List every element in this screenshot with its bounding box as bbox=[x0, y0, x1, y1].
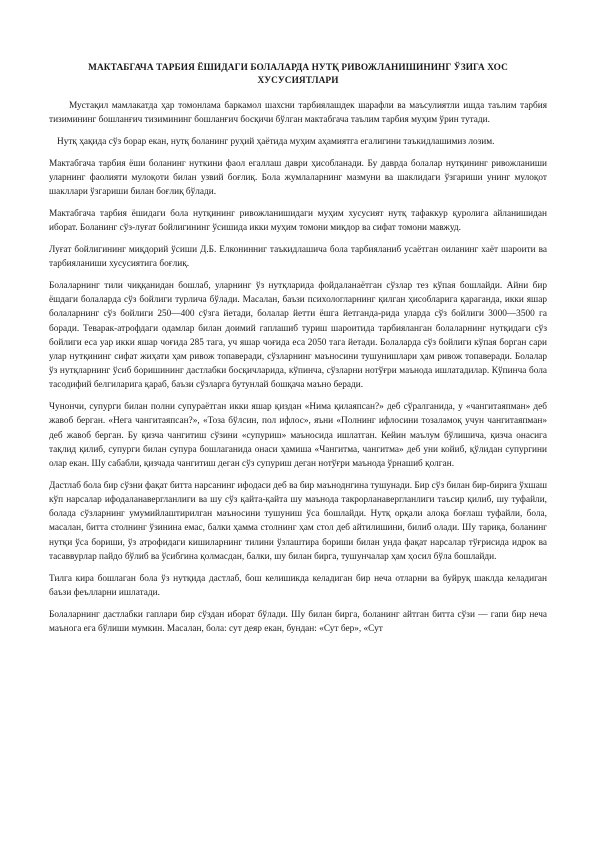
paragraph: Мустақил мамлакатда ҳар томонлама баркамол шахсни тарбиялашдек шарафли ва маъсулиятли ишда таълим тарбия тизимининг бошланғич тизимининг бошланғич босқичи бўлган мактабгача таълим тарбия муҳим ўрин тутади. bbox=[49, 101, 547, 126]
paragraph: Мактабгача тарбия ёши боланинг нуткини фаол егаллаш даври ҳисобланади. Бу даврда болалар нутқининг ривожланиши уларнинг фаолияти мулоқоти билан узвий боғлиқ. Бола жумлаларнинг мазмуни ва шаклидаги ўзгариши унинг мулоқот шакллари ўзгариши билан боғлиқ бўлади. bbox=[49, 158, 547, 198]
paragraph: Нутқ ҳақида сўз борар екан, нутқ боланинг руҳий ҳаётида муҳим аҳамиятга егалигини таъкидлашимиз лозим. bbox=[57, 137, 495, 147]
paragraph: Чунончи, супурги билан полни супураётган икки яшар қиздан «Нима қилаяпсан?» деб сўралганида, у «чангитаяпман» деб жавоб берган. «Нега чангитаяпсан?», «Тоза бўлсин, пол ифлос», яъни «Полнинг ифлосини тозаламоқ учун чангитаяпман» деб жавоб берган. Бу қизча чангитиш сўзини «супуриш» маъносида ишлатган. Кейин маълум бўлишича, қизча онасига тақлид қилиб, супурги билан супура бошлаганида онаси ҳамиша «Чангитма, чангитма» деб уни койиб, қўлидан супургини олар екан. Шу сабабли, қизчада чангитиш деган сўз супуриш деган нотўғри маънода ўрнашиб қолган. bbox=[49, 402, 547, 470]
paragraph: Болаларнинг дастлабки гаплари бир сўздан иборат бўлади. Шу билан бирга, боланинг айтган битта сўзи — гапи бир неча маънога ега бўлиши мумкин. Масалан, бола: сут деяр екан, бундан: «Сут бер», «Сут bbox=[49, 609, 547, 634]
paragraph: Дастлаб бола бир сўзни фақат битта нарсанинг ифодаси деб ва бир маъноднгина тушунади. Бир сўз билан бир-бирига ўхшаш кўп нарсалар ифодаланавергланлиги ва шу сўз қайта-қайта шу маънода такрорланавергланлиги таъсир қилиб, шу туфайли, болада сўзларнинг умумийлаштирилган маъносини тушуниш ўса бошлайди. Нутқ орқали алоқа боғлаш туфайли, бола, масалан, битта столнинг ўзинина емас, балки ҳамма столнинг ҳам стол деб айтилишини, билиб олади. Шу тариқа, боланинг нутқи ўса бориши, ўз атрофидаги кишиларнинг тилини ўзлаштира бориши билан унда фақат нарсалар тўғрисида идрок ва тасаввурлар пайдо бўлиб ва ўсибгина қолмасдан, балки, шу билан бирга, тушунчалар ҳам ҳосил бўла бошлайди. bbox=[49, 480, 547, 562]
paragraph: Тилга кира бошлаган бола ўз нутқида дастлаб, бош келишикда келадиган бир неча отларни ва буйруқ шаклда келадиган баъзи феълларни ишлатади. bbox=[49, 573, 547, 598]
document-title: МАКТАБГАЧА ТАРБИЯ ЁШИДАГИ БОЛАЛАРДА НУТҚ РИВОЖЛАНИШИНИНГ ЎЗИГА ХОС ХУСУСИЯТЛАРИ bbox=[88, 63, 508, 86]
paragraph: Мактабгача тарбия ёшидаги бола нутқининг ривожланишидаги муҳим хусусият нутқ тафаккур қуролига айланишидан иборат. Боланинг сўз-луғат бойлигининг ўсишида икки муҳим томони миқдор ва сифат томони мавжуд. bbox=[49, 209, 547, 234]
paragraph: Луғат бойлигининг миқдорий ўсиши Д.Б. Елконинниг таъкидлашича бола тарбияланиб усаётган оиланинг хаёт шароити ва тарбияланиши хусусиятига боғлиқ. bbox=[49, 245, 547, 270]
paragraph: Болаларнинг тили чиққанидан бошлаб, уларнинг ўз нутқларида фойдаланаётган сўзлар тез кўпая бошлайди. Айни бир ёшдаги болаларда сўз бойлиги турлича бўлади. Масалан, баъзи психологларнинг қилган ҳисобларига қараганда, икки яшар болаларнинг сўз бойлиги 250—400 сўзга йетади, болалар йетти ёшга йетганда-рида уларда сўз бойлиги 3000—3500 га боради. Теварак-атрофдаги одамлар билан доимий гаплашиб туриш шароитида тарбияланган болаларнинг нутқидаги сўз бойлиги еса уар икки яшар чоғида 285 тага, уч яшар чоғида еса 2050 тага йетади. Болаларда сўз бойлиги кўпая борган сари улар нутқининг сифат жиҳати ҳам ривож топаверади, сўзларнинг маъносини тушунишлари ҳам ривож топаверади. Болалар ўз нутқларнинг ўсиб боришининг дастлабки босқичларида, кўпинча, сўзларни нотўғри маънода ишлатадилар. Кўпинча бола тасодифий белгиларига қараб, баъзи сўзларга бутунлай бошқача маъно беради. bbox=[49, 281, 547, 391]
